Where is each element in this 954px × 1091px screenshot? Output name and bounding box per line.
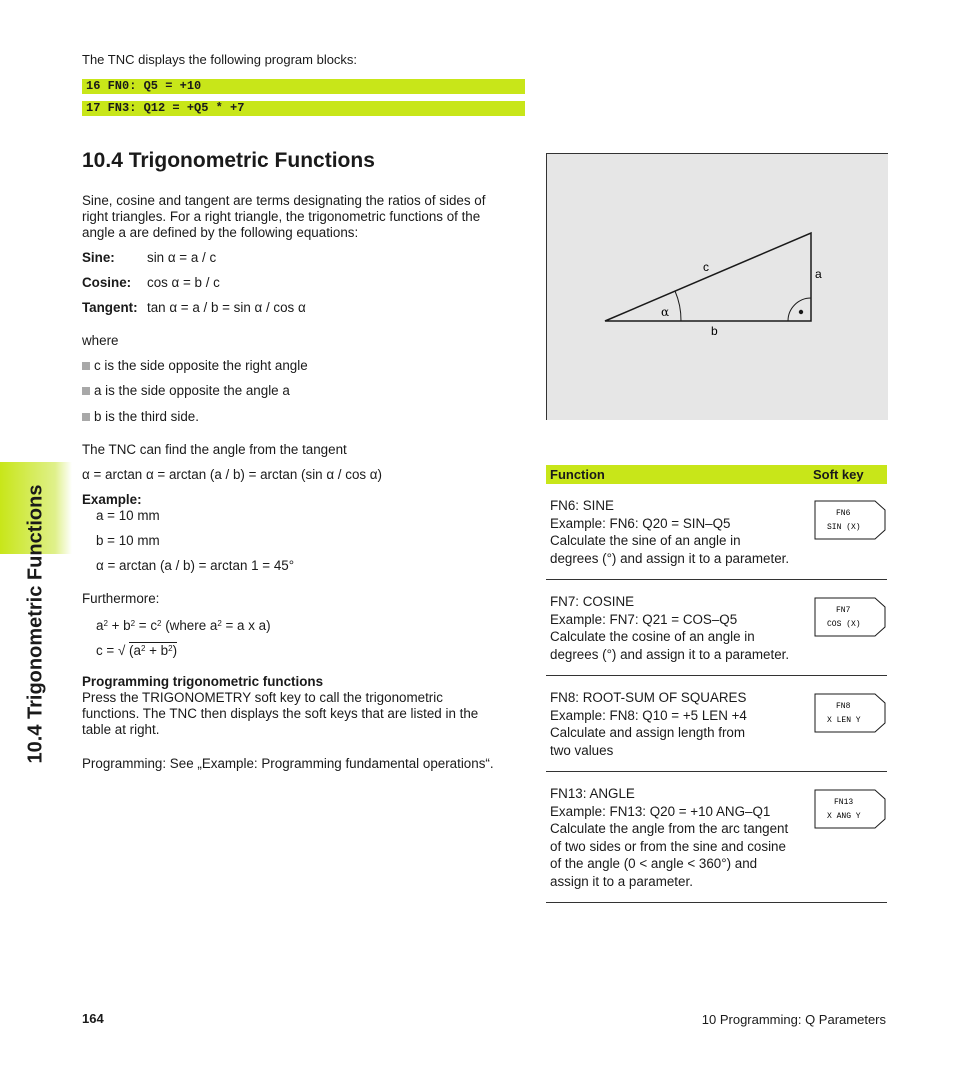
softkey-top: FN6 [836,509,851,518]
prog-text-line1: Press the TRIGONOMETRY soft key to call the trigonometric [82,690,443,705]
tangent-formula: tan α = a / b = sin α / cos α [147,300,306,315]
furthermore-text: Furthermore: [82,591,160,606]
row-line: assign it to a parameter. [550,873,693,889]
row-line: Example: FN13: Q20 = +10 ANG–Q1 [550,803,771,819]
paragraph1-line2: right triangles. For a right triangle, the trigonometric functions of the [82,209,481,224]
right-angle-dot [799,310,803,314]
arctan-formula: α = arctan α = arctan (a / b) = arctan (sin α / cos α) [82,467,383,482]
label-c: c [703,260,709,274]
triangle [605,233,811,321]
row-line: Example: FN8: Q10 = +5 LEN +4 [550,707,747,723]
term-c: = c [135,618,158,633]
softkey-shape [814,597,886,637]
row-line: degrees (°) and assign it to a parameter. [550,646,790,662]
label-alpha: α [661,305,670,319]
row-fn13-text [550,785,788,891]
softkey-shape [814,500,886,540]
softkey-top: FN7 [836,606,851,615]
softkey-shape [814,789,886,829]
paragraph1-line1: Sine, cosine and tangent are terms designating the ratios of sides of [82,193,486,208]
superscript: 2 [103,619,108,628]
example-line-a: a = 10 mm [96,508,160,523]
softkey-bottom: SIN (X) [827,523,861,532]
superscript: 2 [217,619,222,628]
prog-text-line2: functions. The TNC then displays the soft keys that are listed in the [82,706,479,721]
term-a: a [96,618,104,633]
superscript: 2 [130,619,136,628]
bullet-icon [82,413,90,421]
superscript: 2 [140,644,146,653]
bullet-text: a is the side opposite the angle a [94,383,290,398]
row-line: of the angle (0 < angle < 360°) and [550,856,758,872]
prog-see: Programming: See „Example: Programming fundamental operations“. [82,756,494,771]
bullet-icon [82,387,90,395]
softkey-shape [814,693,886,733]
alpha-arc [675,291,681,321]
bullet-text: b is the third side. [94,409,199,424]
intro-text: The TNC displays the following program blocks: [82,52,358,67]
bullet-icon [82,362,90,370]
softkey-top: FN13 [834,798,854,807]
sine-formula: sin α = a / c [147,250,217,265]
page-number: 164 [82,1011,104,1026]
pythagoras-formula [96,615,271,634]
bullet-item [82,382,290,399]
where-text: where [82,333,119,348]
section-title: 10.4 Trigonometric Functions [82,149,375,172]
bullet-text: c is the side opposite the right angle [94,358,308,373]
softkey-bottom: X LEN Y [827,716,861,725]
softkey-len[interactable] [814,693,886,738]
code-line-2: 17 FN3: Q12 = +Q5 * +7 [82,101,525,116]
cosine-label: Cosine: [82,275,132,290]
label-a: a [815,267,822,281]
header-softkey: Soft key [813,467,864,482]
row-line: FN6: SINE [550,498,614,513]
row-line: FN7: COSINE [550,594,635,609]
row-fn6-text [550,497,789,567]
root-formula [96,640,177,659]
root-radicand [129,642,177,658]
root-b: + b [145,643,169,658]
row-line: Calculate the angle from the arc tangent [550,821,789,837]
example-label: Example: [82,492,142,507]
header-function: Function [550,467,605,482]
bullet-item [82,357,308,374]
term-b: + b [107,618,131,633]
right-angle-arc [788,298,811,321]
superscript: 2 [157,619,162,628]
sine-label: Sine: [82,250,115,265]
bullet-item [82,408,199,425]
root-a: (a [129,643,141,658]
root-close: ) [172,643,178,658]
row-line: Example: FN6: Q20 = SIN–Q5 [550,515,731,531]
sidebar-title: 10.4 Trigonometric Functions [24,484,47,764]
row-line: Example: FN7: Q21 = COS–Q5 [550,611,738,627]
softkey-cos[interactable] [814,597,886,642]
cosine-formula: cos α = b / c [147,275,220,290]
row-line: degrees (°) and assign it to a parameter. [550,550,790,566]
row-fn7-text [550,593,789,663]
tangent-label: Tangent: [82,300,138,315]
softkey-top: FN8 [836,702,851,711]
softkey-bottom: X ANG Y [827,812,861,821]
row-line: FN13: ANGLE [550,786,635,801]
softkey-bottom: COS (X) [827,620,861,629]
example-line-alpha: α = arctan (a / b) = arctan 1 = 45° [96,558,295,573]
row-line: Calculate and assign length from [550,725,746,741]
row-fn8-text [550,689,747,759]
row-line: of two sides or from the sine and cosine [550,838,786,854]
row-line: Calculate the cosine of an angle in [550,629,755,645]
where-note: (where a [161,618,218,633]
example-line-b: b = 10 mm [96,533,160,548]
row-line: FN8: ROOT-SUM OF SQUARES [550,690,747,705]
prog-text-line3: table at right. [82,722,160,737]
softkey-ang[interactable] [814,789,886,834]
where-note-end: = a x a) [221,618,271,633]
row-line: two values [550,742,614,758]
prog-heading: Programming trigonometric functions [82,674,324,689]
table-header [546,465,887,484]
footer-chapter: 10 Programming: Q Parameters [701,1012,886,1027]
row-line: Calculate the sine of an angle in [550,533,741,549]
triangle-figure [546,153,888,420]
tangent-intro: The TNC can find the angle from the tangent [82,442,347,457]
superscript: 2 [168,644,173,653]
code-line-1: 16 FN0: Q5 = +10 [82,79,525,94]
paragraph1-line3: angle a are defined by the following equations: [82,225,359,240]
root-prefix: c = √ [96,643,130,658]
label-b: b [711,324,718,338]
triangle-diagram [547,154,888,420]
softkey-sin[interactable] [814,500,886,545]
